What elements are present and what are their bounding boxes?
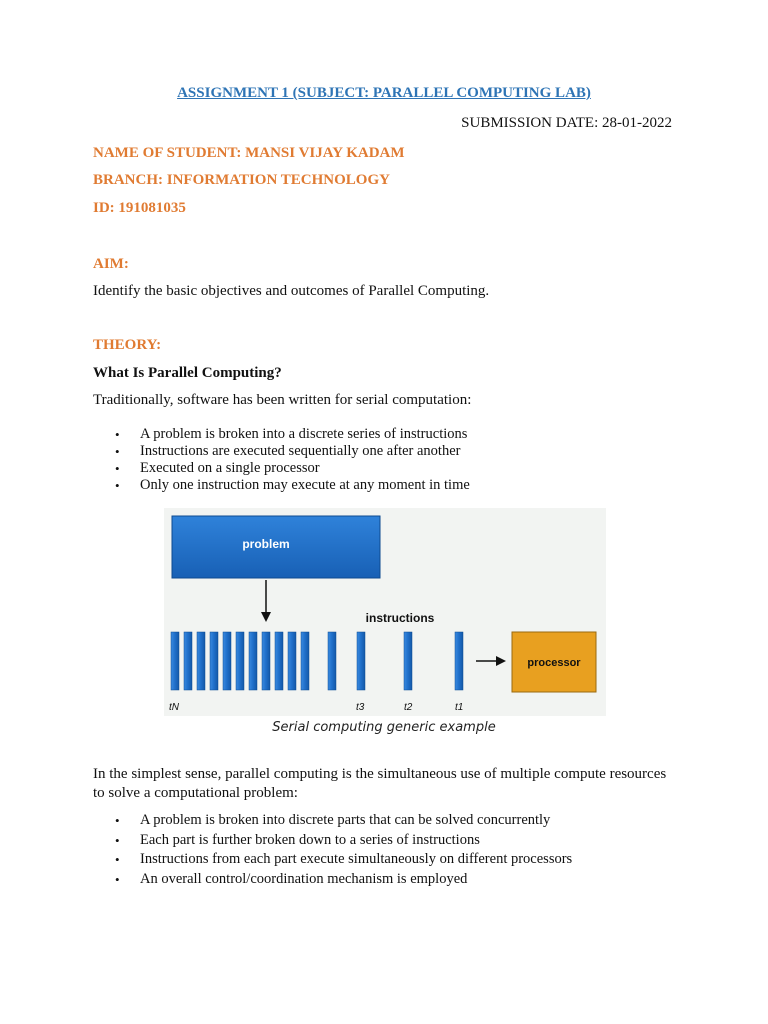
instruction-bar bbox=[171, 632, 179, 690]
branch: BRANCH: INFORMATION TECHNOLOGY bbox=[93, 172, 390, 188]
instruction-bar bbox=[210, 632, 218, 690]
time-label: t1 bbox=[455, 702, 464, 713]
instruction-bar bbox=[455, 632, 463, 690]
instruction-bar bbox=[328, 632, 336, 690]
student-name: NAME OF STUDENT: MANSI VIJAY KADAM bbox=[93, 145, 405, 161]
parallel-intro-line2: to solve a computational problem: bbox=[93, 785, 298, 801]
instruction-bar bbox=[262, 632, 270, 690]
instructions-label: instructions bbox=[365, 611, 435, 625]
instruction-bar bbox=[357, 632, 365, 690]
instruction-bar bbox=[404, 632, 412, 690]
serial-computing-figure bbox=[164, 508, 606, 716]
document-title: ASSIGNMENT 1 (SUBJECT: PARALLEL COMPUTING LAB) bbox=[177, 85, 591, 101]
list-item: • Executed on a single processor bbox=[93, 460, 470, 477]
list-item: • Instructions from each part execute simultaneously on different processors bbox=[93, 850, 572, 870]
list-item: • Each part is further broken down to a series of instructions bbox=[93, 831, 572, 851]
time-label: tN bbox=[169, 702, 179, 713]
instruction-bar bbox=[197, 632, 205, 690]
instruction-bar bbox=[249, 632, 257, 690]
instruction-bar bbox=[223, 632, 231, 690]
instruction-bar bbox=[288, 632, 296, 690]
instruction-bar bbox=[301, 632, 309, 690]
instruction-bar bbox=[184, 632, 192, 690]
serial-points-list bbox=[93, 426, 470, 494]
list-item: • An overall control/coordination mechanism is employed bbox=[93, 870, 572, 890]
aim-heading: AIM: bbox=[93, 256, 129, 272]
list-item: • Only one instruction may execute at any moment in time bbox=[93, 477, 470, 494]
theory-intro: Traditionally, software has been written for serial computation: bbox=[93, 392, 472, 408]
parallel-points-list bbox=[93, 811, 572, 889]
time-label: t3 bbox=[356, 702, 365, 713]
student-id: ID: 191081035 bbox=[93, 200, 186, 216]
list-item: • A problem is broken into a discrete series of instructions bbox=[93, 426, 470, 443]
list-item: • Instructions are executed sequentially one after another bbox=[93, 443, 470, 460]
figure-caption: Serial computing generic example bbox=[272, 720, 496, 735]
theory-subheading: What Is Parallel Computing? bbox=[93, 365, 282, 381]
theory-heading: THEORY: bbox=[93, 337, 162, 353]
list-item: • A problem is broken into discrete parts that can be solved concurrently bbox=[93, 811, 572, 831]
aim-text: Identify the basic objectives and outcomes of Parallel Computing. bbox=[93, 283, 490, 299]
submission-date: SUBMISSION DATE: 28-01-2022 bbox=[461, 115, 672, 131]
instruction-bar bbox=[236, 632, 244, 690]
parallel-intro-line1: In the simplest sense, parallel computing is the simultaneous use of multiple compute resources bbox=[93, 766, 667, 782]
time-label: t2 bbox=[404, 702, 413, 713]
problem-label: problem bbox=[242, 537, 290, 551]
instruction-bar bbox=[275, 632, 283, 690]
processor-label: processor bbox=[527, 657, 581, 669]
